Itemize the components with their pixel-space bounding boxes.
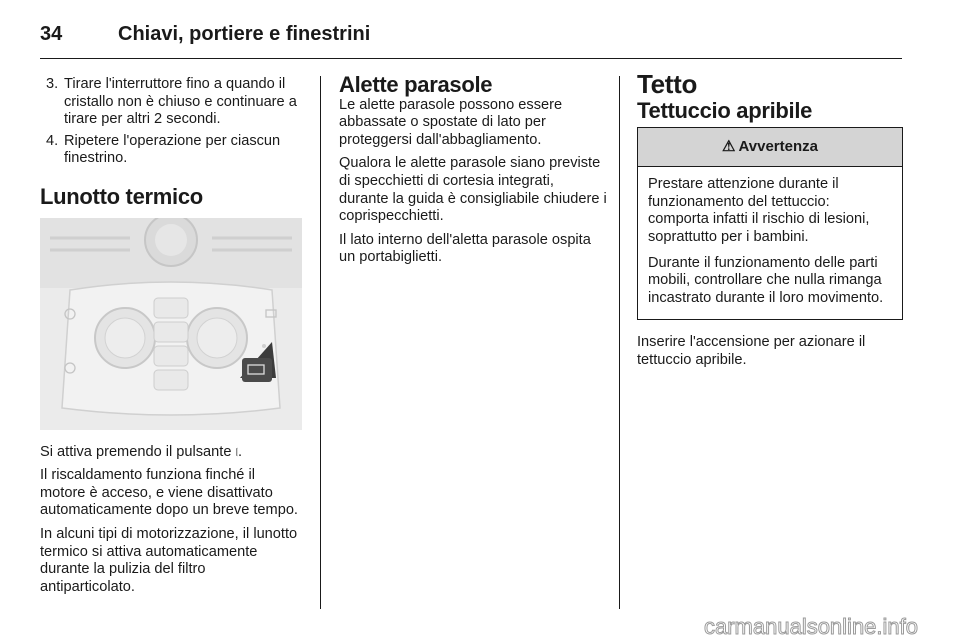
column-1 (40, 76, 304, 602)
warning-para-2: Durante il funzionamento delle parti mobili, controllare che nulla rimanga incastrato durante il loro movimento. (648, 254, 884, 306)
steps-list (40, 76, 304, 168)
step-item (40, 76, 304, 129)
column-divider-2 (619, 76, 620, 609)
lunotto-para-2: Il riscaldamento funziona finché il motore è acceso, e viene disattivato automaticamente dopo un breve tempo. (40, 467, 298, 519)
column-2 (339, 72, 607, 273)
lunotto-para-3: In alcuni tipi di motorizzazione, il lunotto termico si attiva automaticamente durante la pulizia del filtro antiparticolato. (40, 525, 298, 595)
tettuccio-para-1: Inserire l'accensione per azionare il tettuccio apribile. (637, 334, 866, 368)
warning-icon: ⚠ (722, 138, 736, 156)
section-heading-tettuccio: Tettuccio apribile (637, 97, 813, 123)
alette-para-1: Le alette parasole possono essere abbassate o spostate di lato per proteggersi dall'abbagliamento. (339, 96, 563, 148)
section-title-tetto: Tetto (637, 69, 698, 99)
alette-para-3: Il lato interno dell'aletta parasole ospita un portabiglietti. (339, 231, 591, 266)
step-text: Ripetere l'operazione per ciascun finestrino. (64, 132, 281, 167)
section-heading-lunotto: Lunotto termico (40, 183, 203, 209)
page-number: 34 (40, 22, 63, 45)
step-number: 3. (46, 76, 59, 92)
page-header (40, 18, 370, 50)
warning-box (637, 127, 903, 320)
section-heading-alette: Alette parasole (339, 72, 493, 97)
warning-header (638, 128, 902, 167)
column-3 (637, 69, 903, 376)
header-rule (40, 58, 902, 59)
alette-para-2: Qualora le alette parasole siano previste di specchietti di cortesia integrati, durante la guida è consigliabile chiudere i coprispecchietti. (339, 155, 607, 225)
rear-defrost-icon: ⧙ (235, 444, 239, 459)
step-item (40, 133, 304, 168)
column-divider-1 (320, 76, 321, 609)
warning-title: Avvertenza (738, 138, 818, 156)
lunotto-para-1: Si attiva premendo il pulsante ⧙. (40, 443, 243, 460)
step-number: 4. (46, 132, 59, 149)
svg-text:carmanualsonline.info: carmanualsonline.info (703, 614, 919, 639)
step-text: Tirare l'interruttore fino a quando il cristallo non è chiuso e continuare a tirare per altri 2 secondi. (64, 76, 297, 128)
warning-para-1: Prestare attenzione durante il funzionamento del tettuccio: comporta infatti il rischio di lesioni, soprattutto per i bambini. (648, 176, 870, 245)
warning-body (638, 167, 902, 319)
climate-panel-image (40, 218, 302, 430)
chapter-title: Chiavi, portiere e finestrini (118, 22, 371, 45)
watermark (666, 612, 956, 642)
